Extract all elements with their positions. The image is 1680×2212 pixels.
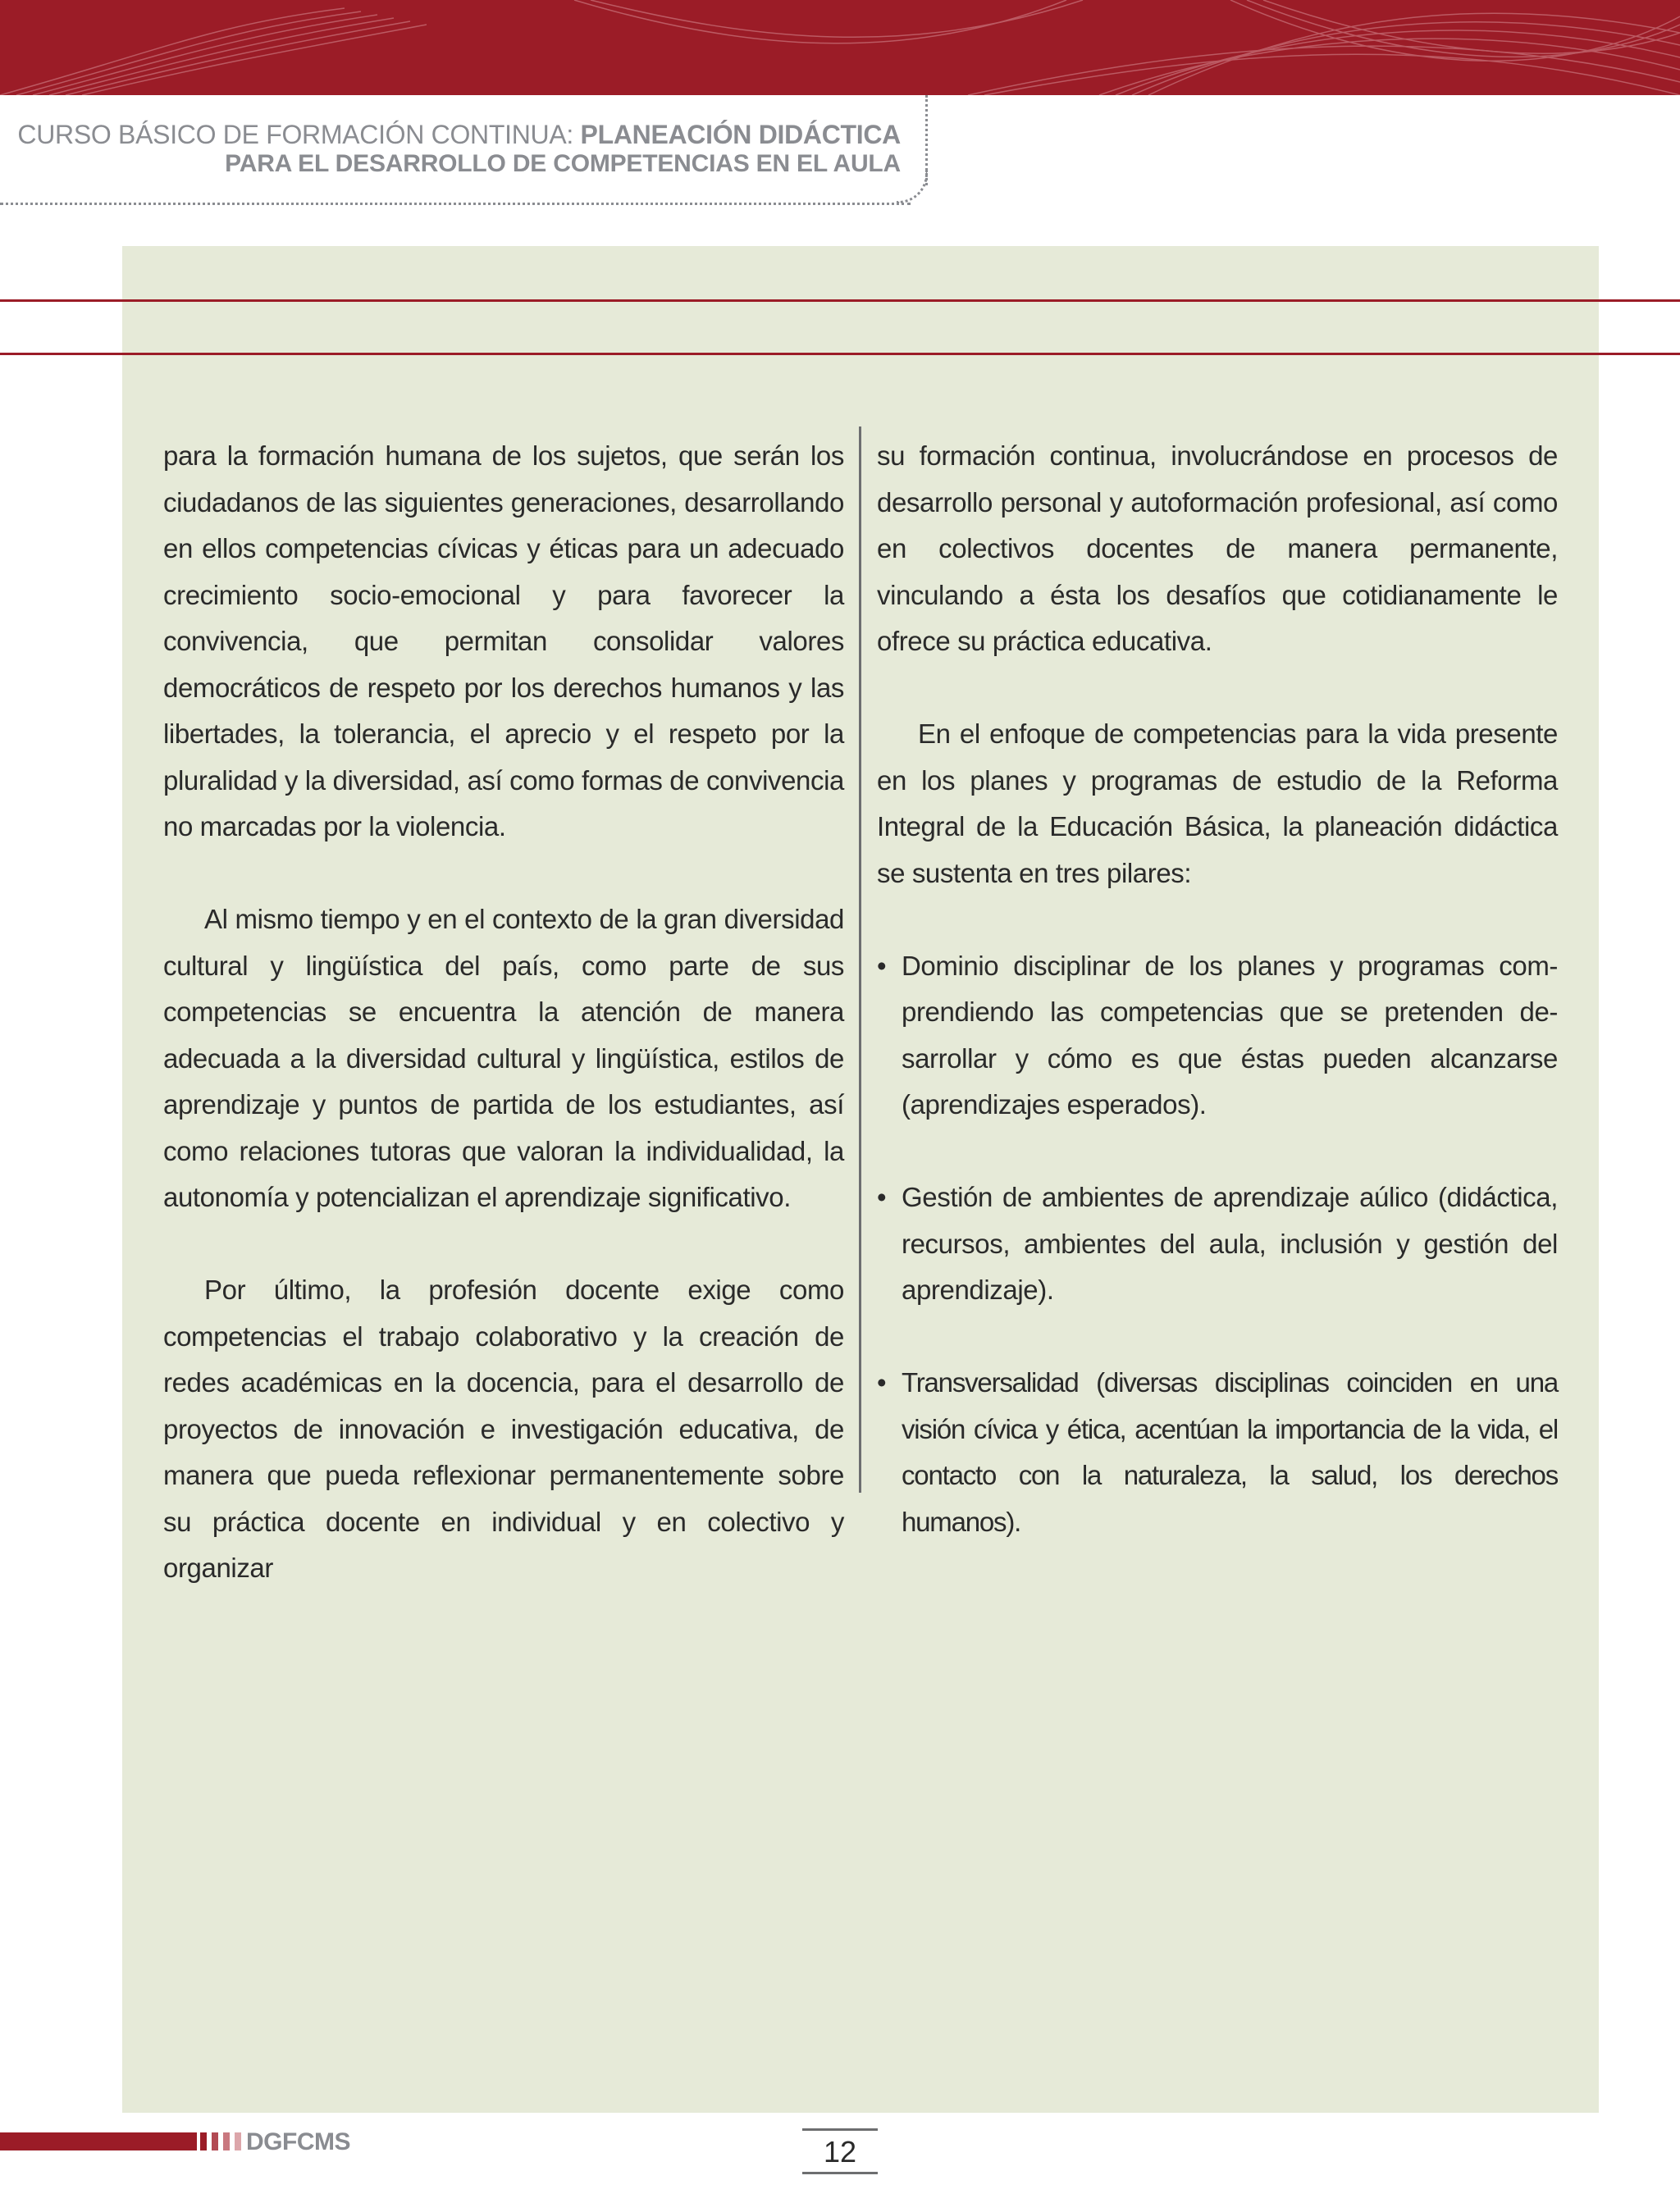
second-red-rule — [0, 353, 1680, 355]
banner-wave-decoration — [0, 0, 1680, 95]
course-name: CURSO BÁSICO DE FORMACIÓN CONTINUA: — [17, 120, 581, 149]
bullet-text: Dominio disciplinar de los planes y programas com-prendiendo las competencias que se pretenden de-sarrollar y cómo es que éstas pueden alcanzarse (aprendizajes esperados). — [902, 950, 1558, 1120]
footer-red-bar — [0, 2132, 197, 2150]
bullet-item — [877, 1174, 1558, 1314]
right-column — [877, 433, 1558, 1545]
header-line-2: PARA EL DESARROLLO DE COMPETENCIAS EN EL AULA — [225, 150, 901, 177]
page-number-top-rule — [802, 2128, 878, 2131]
page-number: 12 — [823, 2135, 857, 2169]
bullet-text: Transversalidad (diversas disciplinas coinciden en una visión cívica y ética, acentúan la importancia de la vida, el contacto con la naturaleza, la salud, los derechos humanos). — [902, 1367, 1558, 1537]
header-dotted-rule — [0, 203, 911, 205]
header-line-1 — [17, 120, 901, 149]
bullet-item — [877, 1360, 1558, 1545]
paragraph: su formación continua, involucrándose en procesos de desarrollo personal y autoformación profesional, así como en colectivos docentes de manera permanente, vinculando a ésta los desafíos que cotidianamente le ofrece su práctica educativa. — [877, 440, 1558, 656]
paragraph: En el enfoque de competencias para la vida presente en los planes y programas de estudio de la Reforma Integral de la Educación Básica, la planeación didáctica se sustenta en tres pilares: — [877, 718, 1558, 888]
header-dotted-corner — [897, 171, 928, 203]
course-topic: PLANEACIÓN DIDÁCTICA — [580, 120, 901, 149]
top-banner — [0, 0, 1680, 95]
paragraph: Por último, la profesión docente exige como competencias el trabajo colaborativo y la creación de redes académicas en la docencia, para el desarrollo de proyectos de innovación e investigación educativa, de manera que pueda reflexionar permanentemente sobre su práctica docente en individual y en colectivo y organizar — [163, 1275, 844, 1583]
bullet-icon: • — [877, 950, 887, 981]
bullet-icon: • — [877, 1182, 887, 1212]
column-divider — [859, 426, 861, 1493]
bullet-icon: • — [877, 1367, 887, 1398]
bullet-text: Gestión de ambientes de aprendizaje aúlico (didáctica, recursos, ambientes del aula, inclusión y gestión del aprendizaje). — [902, 1182, 1558, 1305]
top-red-rule — [0, 299, 1680, 302]
bullet-item — [877, 943, 1558, 1129]
paragraph: para la formación humana de los sujetos, que serán los ciudadanos de las siguientes generaciones, desarrollando en ellos competencias cívicas y éticas para un adecuado crecimiento socio-emocional y para favorecer la convivencia, que permitan consolidar valores democráticos de respeto por los derechos humanos y las libertades, la tolerancia, el aprecio y el respeto por la pluralidad y la diversidad, así como formas de convivencia no marcadas por la violencia. — [163, 440, 844, 841]
page-number-bottom-rule — [802, 2172, 878, 2174]
footer-label: DGFCMS — [246, 2128, 350, 2155]
document-header — [17, 120, 901, 179]
left-column — [163, 433, 844, 1592]
paragraph: Al mismo tiempo y en el contexto de la gran diversidad cultural y lingüística del país, como parte de sus competencias se encuentra la atención de manera adecuada a la diversidad cultural y lingüística, estilos de aprendizaje y puntos de partida de los estudiantes, así como relaciones tutoras que valoran la individualidad, la autonomía y potencializan el aprendizaje significativo. — [163, 904, 844, 1212]
